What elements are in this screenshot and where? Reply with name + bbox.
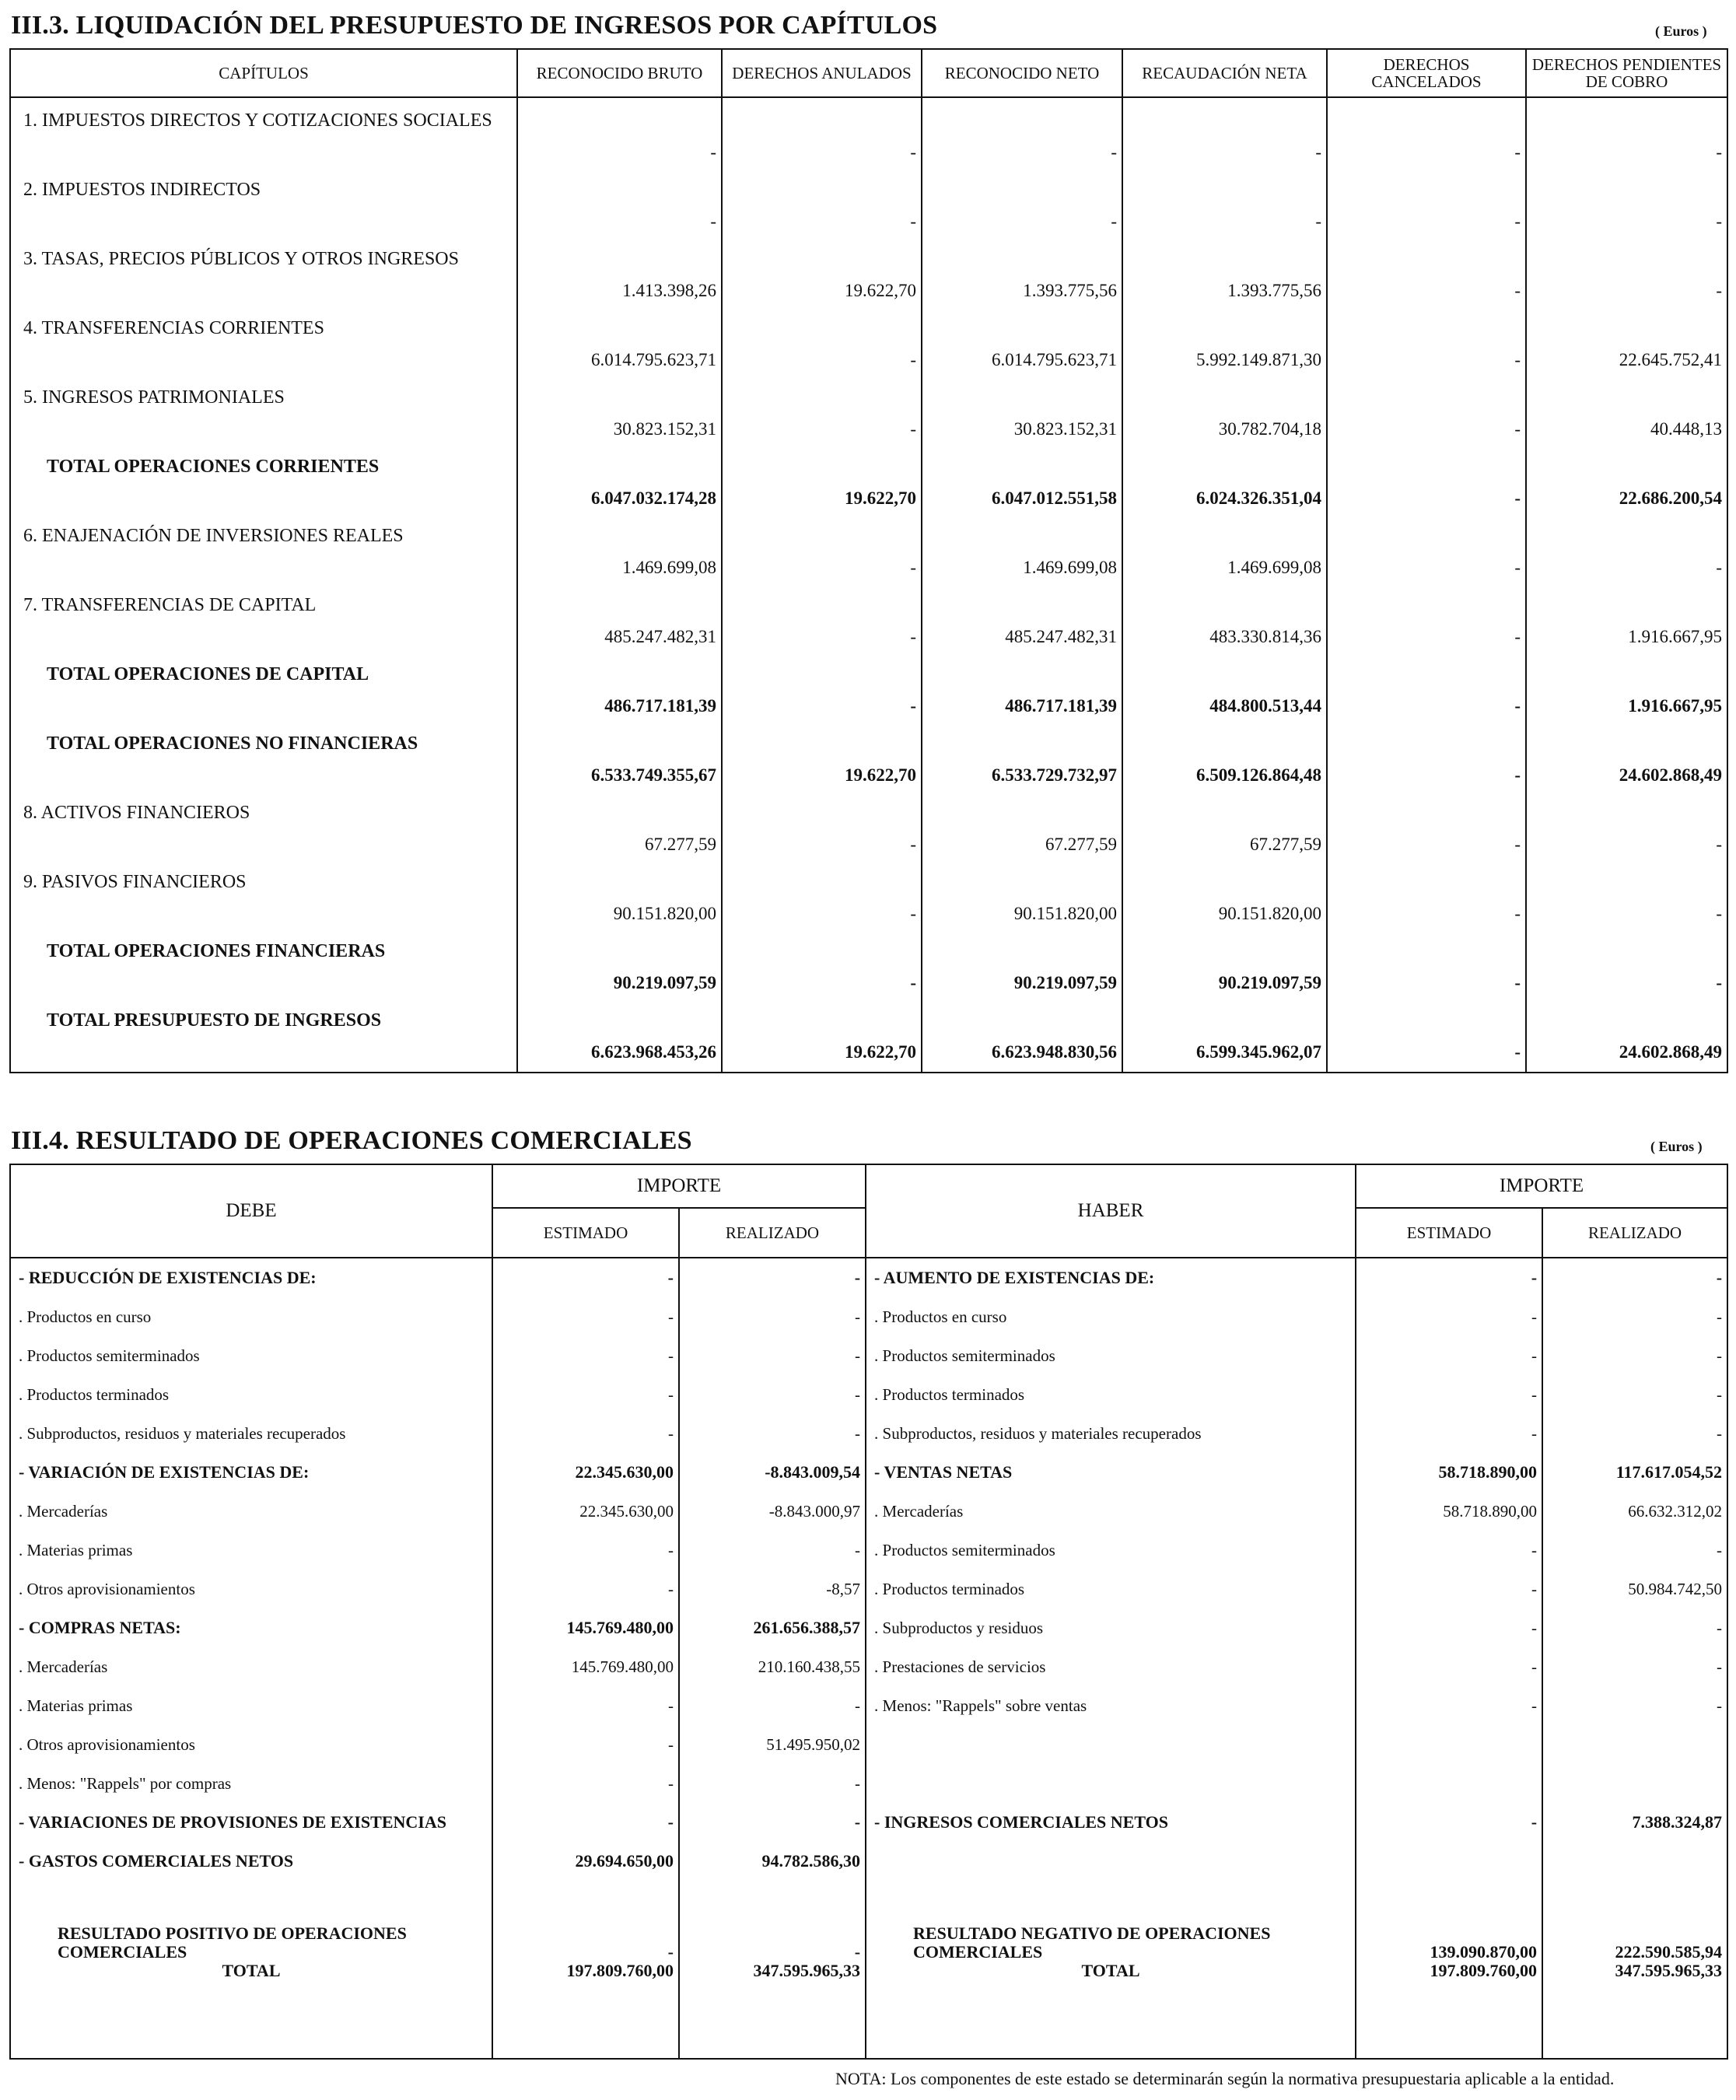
ingresos-cell: 30.823.152,31	[922, 375, 1122, 444]
section2-title: III.4. RESULTADO DE OPERACIONES COMERCIALES	[11, 1126, 692, 1155]
ingresos-row	[10, 859, 1727, 929]
haber-estimado	[1356, 1842, 1542, 1881]
filler-cell	[679, 1988, 866, 2059]
debe-estimado-header: ESTIMADO	[492, 1208, 679, 1258]
debe-realizado: -	[679, 1803, 866, 1842]
ingresos-cell: 67.277,59	[517, 790, 722, 859]
col-header-capitulos: CAPÍTULOS	[10, 49, 517, 97]
haber-label	[866, 1764, 1356, 1803]
ingresos-cell: 485.247.482,31	[922, 583, 1122, 652]
ingresos-cell: 6.623.968.453,26	[517, 998, 722, 1067]
comercial-row	[10, 1686, 1727, 1725]
ingresos-cell: -	[1327, 167, 1526, 236]
ingresos-cell: 6.047.032.174,28	[517, 444, 722, 513]
ingresos-cell: 22.645.752,41	[1619, 350, 1722, 369]
haber-realizado: 7.388.324,87	[1632, 1812, 1723, 1832]
haber-estimado: -	[1356, 1258, 1542, 1297]
filler-cell	[722, 1067, 922, 1073]
ingresos-cell: 90.219.097,59	[1122, 929, 1327, 998]
section1-title: III.3. LIQUIDACIÓN DEL PRESUPUESTO DE INGRESOS POR CAPÍTULOS	[11, 11, 938, 40]
debe-estimado: -	[492, 1686, 679, 1725]
ingresos-cell: -	[1327, 236, 1526, 306]
capitulo-label: 6. ENAJENACIÓN DE INVERSIONES REALES	[10, 513, 517, 583]
ingresos-cell: 485.247.482,31	[517, 583, 722, 652]
ingresos-row	[10, 790, 1727, 859]
haber-estimado: -	[1356, 1375, 1542, 1414]
ingresos-cell: -	[722, 859, 922, 929]
ingresos-cell: 6.533.749.355,67	[517, 721, 722, 790]
haber-realizado: -	[1717, 1696, 1723, 1715]
comercial-row	[10, 1570, 1727, 1608]
capitulo-label: TOTAL PRESUPUESTO DE INGRESOS	[10, 998, 517, 1067]
ingresos-cell: -	[1716, 212, 1722, 231]
haber-estimado: -	[1356, 1414, 1542, 1453]
haber-realizado: -	[1717, 1346, 1723, 1365]
comercial-row	[10, 1608, 1727, 1647]
ingresos-cell: 6.014.795.623,71	[517, 306, 722, 375]
ingresos-cell: 6.047.012.551,58	[922, 444, 1122, 513]
bottom-filler-row	[10, 1988, 1727, 2059]
debe-realizado: -	[679, 1375, 866, 1414]
haber-label	[866, 1725, 1356, 1764]
debe-estimado: 145.769.480,00	[492, 1608, 679, 1647]
debe-realizado: -	[679, 1258, 866, 1297]
ingresos-cell: -	[722, 375, 922, 444]
haber-label: . Menos: "Rappels" sobre ventas	[866, 1686, 1356, 1725]
ingresos-cell: 1.469.699,08	[922, 513, 1122, 583]
haber-estimado: 58.718.890,00	[1356, 1492, 1542, 1531]
debe-estimado: -	[492, 1297, 679, 1336]
ingresos-cell: 24.602.868,49	[1619, 1042, 1722, 1062]
ingresos-cell: 22.686.200,54	[1619, 488, 1722, 508]
haber-label: . Productos terminados	[866, 1570, 1356, 1608]
debe-label: . Menos: "Rappels" por compras	[10, 1764, 492, 1803]
ingresos-cell: 40.448,13	[1650, 419, 1722, 439]
resultado-positivo-estimado: -	[492, 1912, 679, 1962]
debe-realizado: -	[679, 1764, 866, 1803]
haber-realizado: 50.984.742,50	[1628, 1580, 1723, 1598]
debe-realizado: -	[679, 1686, 866, 1725]
ingresos-cell: 6.623.948.830,56	[922, 998, 1122, 1067]
debe-estimado: 22.345.630,00	[492, 1453, 679, 1492]
debe-realizado: -8.843.009,54	[679, 1453, 866, 1492]
debe-label: - VARIACIONES DE PROVISIONES DE EXISTENCIAS	[10, 1803, 492, 1842]
ingresos-cell: 484.800.513,44	[1122, 652, 1327, 721]
resultado-positivo-realizado: -	[679, 1912, 866, 1962]
ingresos-cell: -	[1716, 558, 1722, 577]
haber-estimado: -	[1356, 1686, 1542, 1725]
ingresos-header-row	[10, 49, 1727, 97]
ingresos-cell: -	[1716, 281, 1722, 300]
haber-total-label: TOTAL	[866, 1962, 1356, 1988]
haber-label: . Subproductos y residuos	[866, 1608, 1356, 1647]
debe-estimado: -	[492, 1258, 679, 1297]
comercial-row	[10, 1258, 1727, 1297]
ingresos-cell: 1.469.699,08	[517, 513, 722, 583]
ingresos-cell: 90.219.097,59	[922, 929, 1122, 998]
ingresos-cell: -	[1327, 444, 1526, 513]
filler-cell	[10, 1067, 517, 1073]
ingresos-cell: -	[1327, 513, 1526, 583]
haber-estimado: -	[1356, 1803, 1542, 1842]
ingresos-row	[10, 375, 1727, 444]
col-header-reconocido-bruto: RECONOCIDO BRUTO	[517, 49, 722, 97]
ingresos-cell: -	[722, 583, 922, 652]
spacer-cell	[679, 1881, 866, 1912]
comercial-row	[10, 1336, 1727, 1375]
filler-cell	[1327, 1067, 1526, 1073]
ingresos-cell: 90.151.820,00	[517, 859, 722, 929]
debe-label: . Productos en curso	[10, 1297, 492, 1336]
ingresos-row	[10, 167, 1727, 236]
haber-label: . Productos semiterminados	[866, 1531, 1356, 1570]
debe-realizado: 94.782.586,30	[679, 1842, 866, 1881]
ingresos-cell: -	[922, 167, 1122, 236]
ingresos-cell: -	[1327, 652, 1526, 721]
haber-label: . Subproductos, residuos y materiales recuperados	[866, 1414, 1356, 1453]
haber-label: - VENTAS NETAS	[866, 1453, 1356, 1492]
ingresos-cell: -	[722, 513, 922, 583]
ingresos-cell: -	[1327, 790, 1526, 859]
ingresos-cell: 1.393.775,56	[1122, 236, 1327, 306]
debe-estimado: -	[492, 1570, 679, 1608]
filler-cell	[1542, 1988, 1727, 2059]
ingresos-table	[9, 48, 1728, 1073]
ingresos-cell: 19.622,70	[722, 236, 922, 306]
debe-realizado: -	[679, 1336, 866, 1375]
debe-label: . Mercaderías	[10, 1492, 492, 1531]
ingresos-cell: -	[922, 97, 1122, 167]
debe-realizado: 51.495.950,02	[679, 1725, 866, 1764]
filler-cell	[1356, 1988, 1542, 2059]
spacer-cell	[1356, 1881, 1542, 1912]
haber-realizado	[1542, 1842, 1727, 1881]
ingresos-row	[10, 721, 1727, 790]
debe-realizado: -8,57	[679, 1570, 866, 1608]
ingresos-cell: 19.622,70	[722, 998, 922, 1067]
ingresos-cell: 486.717.181,39	[922, 652, 1122, 721]
comercial-row	[10, 1297, 1727, 1336]
ingresos-cell: 67.277,59	[1122, 790, 1327, 859]
debe-estimado: -	[492, 1725, 679, 1764]
haber-label: . Prestaciones de servicios	[866, 1647, 1356, 1686]
haber-estimado	[1356, 1725, 1542, 1764]
operaciones-comerciales-table	[9, 1164, 1728, 2060]
spacer-cell	[10, 1881, 492, 1912]
haber-realizado: -	[1717, 1307, 1723, 1326]
debe-realizado: -	[679, 1531, 866, 1570]
haber-estimado: -	[1356, 1531, 1542, 1570]
debe-label: . Materias primas	[10, 1686, 492, 1725]
debe-realizado: -8.843.000,97	[679, 1492, 866, 1531]
ingresos-row	[10, 97, 1727, 167]
haber-header: HABER	[866, 1164, 1356, 1258]
ingresos-cell: -	[1716, 904, 1722, 923]
debe-label: . Otros aprovisionamientos	[10, 1725, 492, 1764]
debe-realizado: -	[679, 1414, 866, 1453]
ingresos-cell: 1.413.398,26	[517, 236, 722, 306]
haber-estimado: -	[1356, 1336, 1542, 1375]
ingresos-cell: 6.509.126.864,48	[1122, 721, 1327, 790]
ingresos-cell: -	[1327, 97, 1526, 167]
haber-estimado: -	[1356, 1647, 1542, 1686]
haber-realizado	[1542, 1725, 1727, 1764]
ingresos-cell: 1.393.775,56	[922, 236, 1122, 306]
debe-realizado: 210.160.438,55	[679, 1647, 866, 1686]
debe-label: - COMPRAS NETAS:	[10, 1608, 492, 1647]
ingresos-cell: -	[1327, 375, 1526, 444]
haber-label: . Mercaderías	[866, 1492, 1356, 1531]
ingresos-cell: 1.916.667,95	[1628, 627, 1722, 646]
comercial-row	[10, 1492, 1727, 1531]
ingresos-cell: -	[1327, 998, 1526, 1067]
ingresos-cell: -	[1122, 167, 1327, 236]
comercial-row	[10, 1453, 1727, 1492]
capitulo-label: TOTAL OPERACIONES DE CAPITAL	[10, 652, 517, 721]
filler-cell	[1122, 1067, 1327, 1073]
ingresos-cell: 483.330.814,36	[1122, 583, 1327, 652]
ingresos-row	[10, 583, 1727, 652]
comercial-row	[10, 1647, 1727, 1686]
debe-estimado: 22.345.630,00	[492, 1492, 679, 1531]
ingresos-cell: -	[1122, 97, 1327, 167]
ingresos-cell: 1.469.699,08	[1122, 513, 1327, 583]
debe-label: - VARIACIÓN DE EXISTENCIAS DE:	[10, 1453, 492, 1492]
comercial-row	[10, 1375, 1727, 1414]
ingresos-cell: 5.992.149.871,30	[1122, 306, 1327, 375]
haber-estimado: -	[1356, 1297, 1542, 1336]
haber-realizado: -	[1717, 1541, 1723, 1559]
ingresos-cell: -	[722, 167, 922, 236]
ingresos-cell: 67.277,59	[922, 790, 1122, 859]
ingresos-cell: -	[1716, 835, 1722, 854]
haber-estimado-header: ESTIMADO	[1356, 1208, 1542, 1258]
haber-realizado	[1542, 1764, 1727, 1803]
ingresos-cell: -	[722, 790, 922, 859]
comercial-row	[10, 1764, 1727, 1803]
haber-importe-header: IMPORTE	[1356, 1164, 1727, 1208]
haber-estimado	[1356, 1764, 1542, 1803]
haber-label: - AUMENTO DE EXISTENCIAS DE:	[866, 1258, 1356, 1297]
capitulo-label: 7. TRANSFERENCIAS DE CAPITAL	[10, 583, 517, 652]
capitulo-label: 2. IMPUESTOS INDIRECTOS	[10, 167, 517, 236]
haber-realizado: -	[1716, 1268, 1723, 1287]
ingresos-cell: 19.622,70	[722, 444, 922, 513]
ingresos-cell: 19.622,70	[722, 721, 922, 790]
haber-realizado-header: REALIZADO	[1542, 1208, 1727, 1258]
ingresos-row	[10, 929, 1727, 998]
capitulo-label: TOTAL OPERACIONES FINANCIERAS	[10, 929, 517, 998]
capitulo-label: 1. IMPUESTOS DIRECTOS Y COTIZACIONES SOCIALES	[10, 97, 517, 167]
haber-label: . Productos en curso	[866, 1297, 1356, 1336]
debe-total-label: TOTAL	[10, 1962, 492, 1988]
comercial-row	[10, 1803, 1727, 1842]
haber-label: . Productos terminados	[866, 1375, 1356, 1414]
ingresos-row	[10, 236, 1727, 306]
haber-estimado: -	[1356, 1608, 1542, 1647]
debe-label: - GASTOS COMERCIALES NETOS	[10, 1842, 492, 1881]
ingresos-cell: 30.782.704,18	[1122, 375, 1327, 444]
filler-cell	[492, 1988, 679, 2059]
ingresos-cell: -	[1716, 142, 1722, 162]
filler-cell	[922, 1067, 1122, 1073]
col-header-recaudacion-neta: RECAUDACIÓN NETA	[1122, 49, 1327, 97]
haber-total-estimado: 197.809.760,00	[1356, 1962, 1542, 1988]
ingresos-cell: 90.151.820,00	[1122, 859, 1327, 929]
ingresos-cell: 486.717.181,39	[517, 652, 722, 721]
ingresos-cell: 24.602.868,49	[1619, 765, 1722, 785]
ingresos-cell: -	[1716, 973, 1722, 992]
debe-label: . Mercaderías	[10, 1647, 492, 1686]
resultado-row	[10, 1912, 1727, 1962]
ingresos-cell: 6.533.729.732,97	[922, 721, 1122, 790]
filler-cell	[1526, 1067, 1727, 1073]
ingresos-row	[10, 513, 1727, 583]
haber-estimado: -	[1356, 1570, 1542, 1608]
comercial-row	[10, 1531, 1727, 1570]
spacer-cell	[492, 1881, 679, 1912]
ingresos-row	[10, 998, 1727, 1067]
comercial-row	[10, 1842, 1727, 1881]
debe-estimado: -	[492, 1531, 679, 1570]
ingresos-cell: -	[1327, 929, 1526, 998]
debe-label: - REDUCCIÓN DE EXISTENCIAS DE:	[10, 1258, 492, 1297]
debe-label: . Productos terminados	[10, 1375, 492, 1414]
haber-realizado: -	[1717, 1657, 1723, 1676]
resultado-negativo-estimado: 139.090.870,00	[1356, 1912, 1542, 1962]
haber-label: . Productos semiterminados	[866, 1336, 1356, 1375]
ingresos-row	[10, 652, 1727, 721]
ingresos-cell: 90.151.820,00	[922, 859, 1122, 929]
header-row-1	[10, 1164, 1727, 1208]
capitulo-label: 8. ACTIVOS FINANCIEROS	[10, 790, 517, 859]
ingresos-cell: -	[722, 306, 922, 375]
ingresos-cell: -	[1327, 306, 1526, 375]
debe-total-estimado: 197.809.760,00	[492, 1962, 679, 1988]
haber-realizado: 117.617.054,52	[1615, 1462, 1723, 1482]
comercial-row	[10, 1725, 1727, 1764]
col-header-derechos-cancelados: DERECHOS CANCELADOS	[1327, 49, 1526, 97]
ingresos-cell: 6.599.345.962,07	[1122, 998, 1327, 1067]
ingresos-cell: 1.916.667,95	[1628, 696, 1722, 716]
haber-label	[866, 1842, 1356, 1881]
capitulo-label: 4. TRANSFERENCIAS CORRIENTES	[10, 306, 517, 375]
spacer-row	[10, 1881, 1727, 1912]
capitulo-label: TOTAL OPERACIONES CORRIENTES	[10, 444, 517, 513]
capitulo-label: 5. INGRESOS PATRIMONIALES	[10, 375, 517, 444]
col-header-derechos-pendientes: DERECHOS PENDIENTES DE COBRO	[1526, 49, 1727, 97]
debe-estimado: -	[492, 1764, 679, 1803]
spacer-cell	[866, 1881, 1356, 1912]
debe-estimado: -	[492, 1803, 679, 1842]
ingresos-cell: 6.014.795.623,71	[922, 306, 1122, 375]
spacer-cell	[1542, 1881, 1727, 1912]
comercial-row	[10, 1414, 1727, 1453]
haber-realizado: -	[1717, 1385, 1723, 1404]
debe-label: . Productos semiterminados	[10, 1336, 492, 1375]
debe-realizado: 261.656.388,57	[679, 1608, 866, 1647]
ingresos-cell: -	[517, 167, 722, 236]
debe-estimado: 145.769.480,00	[492, 1647, 679, 1686]
debe-total-realizado: 347.595.965,33	[679, 1962, 866, 1988]
filler-cell	[866, 1988, 1356, 2059]
haber-estimado: 58.718.890,00	[1356, 1453, 1542, 1492]
ingresos-row	[10, 444, 1727, 513]
debe-realizado: -	[679, 1297, 866, 1336]
filler-cell	[517, 1067, 722, 1073]
debe-header: DEBE	[10, 1164, 492, 1258]
ingresos-cell: -	[1327, 859, 1526, 929]
haber-realizado: 66.632.312,02	[1628, 1502, 1723, 1521]
section2-units: ( Euros )	[1650, 1139, 1703, 1154]
ingresos-cell: -	[722, 97, 922, 167]
capitulo-label: 9. PASIVOS FINANCIEROS	[10, 859, 517, 929]
capitulo-label: TOTAL OPERACIONES NO FINANCIERAS	[10, 721, 517, 790]
haber-realizado: -	[1717, 1424, 1723, 1443]
debe-estimado: -	[492, 1375, 679, 1414]
capitulo-label: 3. TASAS, PRECIOS PÚBLICOS Y OTROS INGRESOS	[10, 236, 517, 306]
debe-estimado: 29.694.650,00	[492, 1842, 679, 1881]
resultado-negativo-realizado: 222.590.585,94	[1615, 1942, 1723, 1962]
ingresos-cell: -	[722, 652, 922, 721]
col-header-reconocido-neto: RECONOCIDO NETO	[922, 49, 1122, 97]
ingresos-cell: -	[722, 929, 922, 998]
ingresos-cell: 6.024.326.351,04	[1122, 444, 1327, 513]
ingresos-cell: -	[1327, 721, 1526, 790]
total-row	[10, 1962, 1727, 1988]
debe-label: . Subproductos, residuos y materiales recuperados	[10, 1414, 492, 1453]
haber-realizado: -	[1717, 1619, 1723, 1637]
ingresos-cell: -	[517, 97, 722, 167]
ingresos-row	[10, 306, 1727, 375]
haber-total-realizado: 347.595.965,33	[1615, 1961, 1723, 1980]
debe-realizado-header: REALIZADO	[679, 1208, 866, 1258]
debe-importe-header: IMPORTE	[492, 1164, 866, 1208]
section1-units: ( Euros )	[1655, 23, 1707, 39]
debe-estimado: -	[492, 1336, 679, 1375]
haber-label: - INGRESOS COMERCIALES NETOS	[866, 1803, 1356, 1842]
debe-label: . Materias primas	[10, 1531, 492, 1570]
ingresos-filler-row	[10, 1067, 1727, 1073]
col-header-derechos-anulados: DERECHOS ANULADOS	[722, 49, 922, 97]
debe-label: . Otros aprovisionamientos	[10, 1570, 492, 1608]
ingresos-cell: 30.823.152,31	[517, 375, 722, 444]
debe-estimado: -	[492, 1414, 679, 1453]
nota-footer: NOTA: Los componentes de este estado se determinarán según la normativa presupuestaria aplicable a la entidad.	[835, 2069, 1615, 2088]
filler-cell	[10, 1988, 492, 2059]
resultado-positivo-label: RESULTADO POSITIVO DE OPERACIONES COMERCIALES	[10, 1912, 492, 1962]
ingresos-cell: 90.219.097,59	[517, 929, 722, 998]
ingresos-cell: -	[1327, 583, 1526, 652]
resultado-negativo-label: RESULTADO NEGATIVO DE OPERACIONES COMERCIALES	[866, 1912, 1356, 1962]
